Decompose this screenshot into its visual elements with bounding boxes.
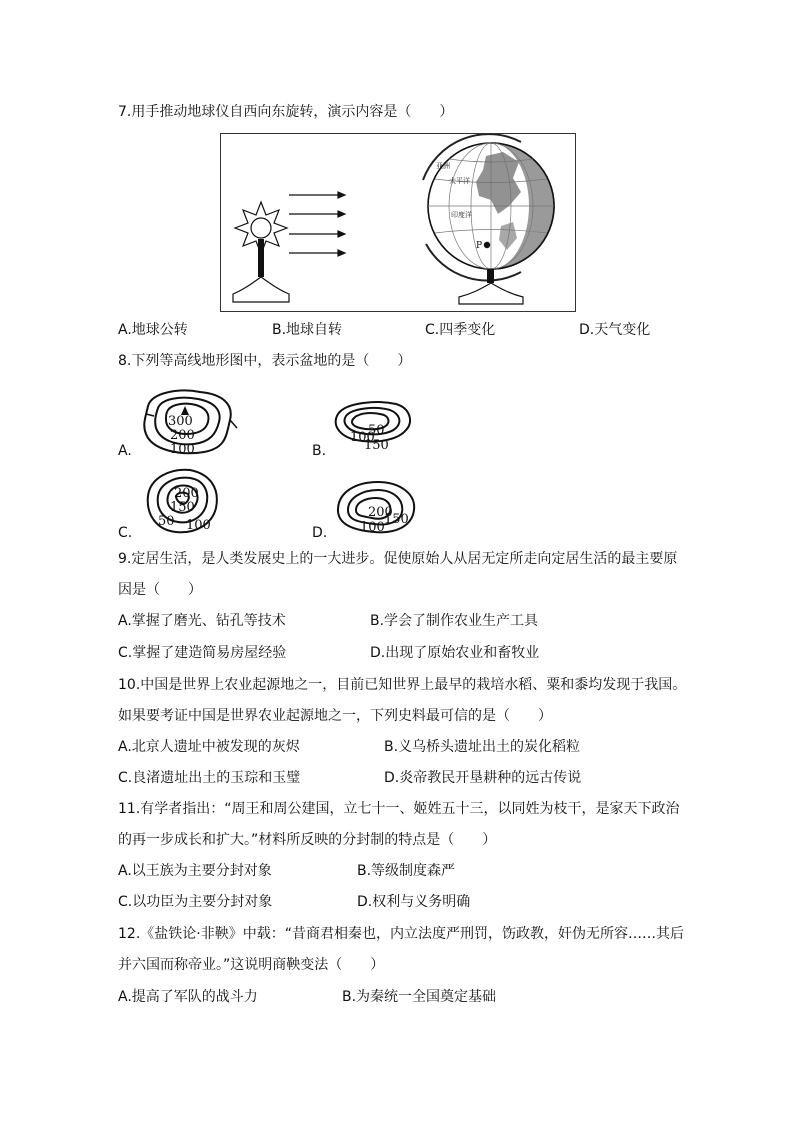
globe-icon [423, 134, 554, 280]
q7-option-c[interactable]: C.四季变化 [425, 322, 496, 338]
q8-option-b-letter[interactable]: B. [312, 443, 327, 459]
q10-option-b[interactable]: B.义乌桥头遗址出土的炭化稻粒 [384, 739, 581, 755]
q12-option-b[interactable]: B.为秦统一全国奠定基础 [342, 989, 497, 1005]
sun-globe-illustration [221, 134, 575, 311]
map-b-label-100: 100 [350, 430, 375, 445]
question-7-stem: 7.用手推动地球仪自西向东旋转，演示内容是（ ） [118, 104, 454, 120]
map-a-label-100: 100 [170, 442, 195, 457]
q10-option-a[interactable]: A.北京人遗址中被发现的灰烬 [118, 739, 300, 755]
question-9-stem-line1: 9.定居生活，是人类发展史上的一大进步。促使原始人从居无定所走向定居生活的最主要原 [118, 551, 678, 567]
q7-option-b[interactable]: B.地球自转 [272, 322, 343, 338]
globe-label-asia: 亚洲 [436, 162, 450, 170]
question-8-stem: 8.下列等高线地形图中，表示盆地的是（ ） [118, 353, 412, 369]
map-d-label-100: 100 [360, 520, 385, 535]
q9-option-a[interactable]: A.掌握了磨光、钻孔等技术 [118, 613, 286, 629]
q8-option-a-letter[interactable]: A. [118, 443, 132, 459]
q11-option-b[interactable]: B.等级制度森严 [357, 863, 456, 879]
map-d-label-150: 150 [384, 512, 409, 527]
globe-stem [487, 269, 494, 283]
q9-option-d[interactable]: D.出现了原始农业和畜牧业 [370, 645, 540, 661]
point-p-marker [484, 242, 490, 248]
globe-base [459, 283, 523, 304]
q8-option-c-letter[interactable]: C. [118, 525, 133, 541]
q9-option-b[interactable]: B.学会了制作农业生产工具 [370, 613, 539, 629]
globe-label-pacific: 太平洋 [449, 177, 470, 185]
q11-option-c[interactable]: C.以功臣为主要分封对象 [118, 894, 273, 910]
map-b-label-150: 150 [364, 438, 389, 453]
map-a-label-300: 300 [168, 414, 193, 429]
light-arrows [289, 192, 345, 256]
question-12-stem-line1: 12.《盐铁论·非鞅》中载：“昔商君相秦也，内立法度严刑罚，饬政教，奸伪无所容……其后 [118, 926, 684, 942]
q7-option-d[interactable]: D.天气变化 [579, 322, 651, 338]
q12-option-a[interactable]: A.提高了军队的战斗力 [118, 989, 258, 1005]
question-10-stem-line2: 如果要考证中国是世界农业起源地之一，下列史料最可信的是（ ） [118, 708, 552, 724]
q11-option-a[interactable]: A.以王族为主要分封对象 [118, 863, 272, 879]
lamp-base [233, 277, 289, 302]
map-b-label-50: 50 [368, 423, 385, 438]
sun-globe-figure [220, 133, 576, 312]
q10-option-d[interactable]: D.炎帝教民开垦耕种的远古传说 [384, 770, 582, 786]
map-c-label-150: 150 [170, 500, 195, 515]
map-c-label-100: 100 [186, 518, 211, 533]
question-9-stem-line2: 因是（ ） [118, 582, 202, 598]
map-a-label-200: 200 [170, 428, 195, 443]
q9-option-c[interactable]: C.掌握了建造简易房屋经验 [118, 645, 287, 661]
q8-option-d-letter[interactable]: D. [312, 525, 328, 541]
globe-label-p: P [476, 241, 483, 251]
map-c-label-200: 200 [174, 486, 199, 501]
question-11-stem-line1: 11.有学者指出：“周王和周公建国，立七十一、姬姓五十三，以同姓为枝干，是家天下政治 [118, 801, 680, 817]
question-10-stem-line1: 10.中国是世界上农业起源地之一，目前已知世界上最早的栽培水稻、粟和黍均发现于我国。 [118, 677, 687, 693]
lamp-stand [258, 239, 264, 277]
question-11-stem-line2: 的再一步成长和扩大。”材料所反映的分封制的特点是（ ） [118, 832, 497, 848]
map-d-label-200: 200 [368, 505, 393, 520]
question-12-stem-line2: 并六国而称帝业。”这说明商鞅变法（ ） [118, 957, 385, 973]
globe-label-indian: 印度洋 [451, 211, 472, 219]
q7-option-a[interactable]: A.地球公转 [118, 322, 188, 338]
q10-option-c[interactable]: C.良渚遗址出土的玉琮和玉璧 [118, 770, 301, 786]
q11-option-d[interactable]: D.权利与义务明确 [357, 894, 471, 910]
map-c-label-50: 50 [158, 514, 175, 529]
